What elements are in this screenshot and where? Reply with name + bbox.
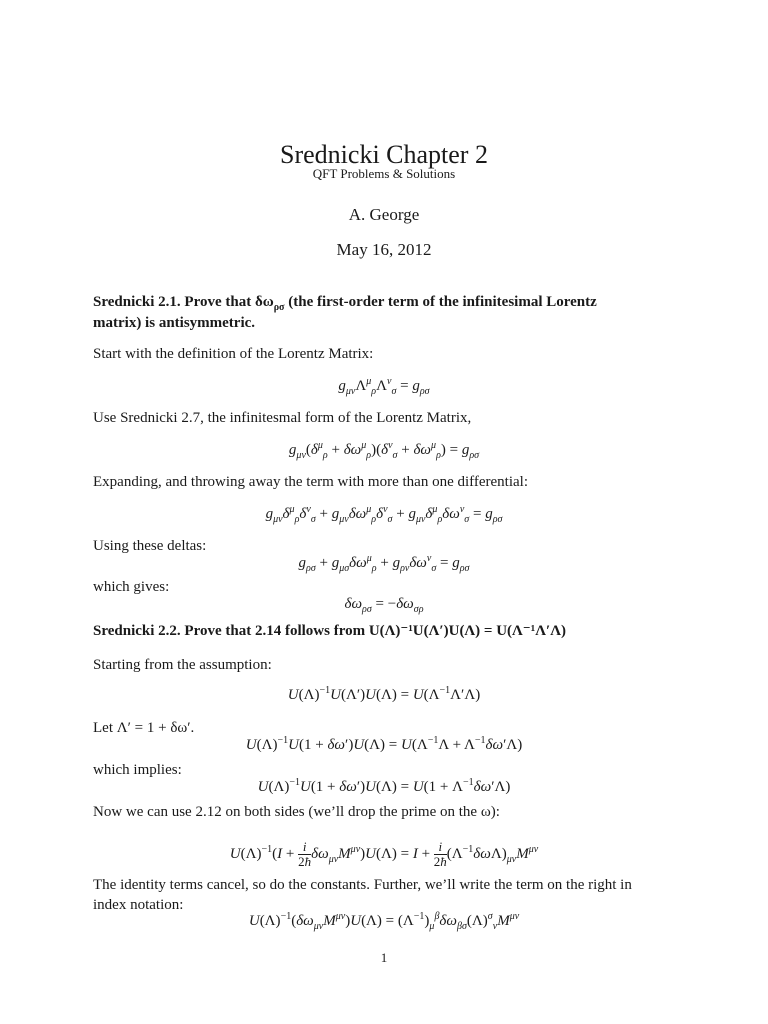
- problem-2-1-heading-line2: matrix) is antisymmetric.: [93, 315, 256, 331]
- p-2-1-5: which gives:: [93, 579, 170, 595]
- p-2-2-3: which implies:: [93, 762, 182, 778]
- page-number: 1: [380, 950, 388, 965]
- p-2-1-3: Expanding, and throwing away the term with more than one differential:: [93, 474, 529, 490]
- p-2-2-4: Now we can use 2.12 on both sides (we’ll drop the prime on the ω):: [93, 804, 500, 820]
- p-2-2-5-line1: The identity terms cancel, so do the constants. Further, we’ll write the term on the right in: [93, 877, 632, 893]
- problem-2-1-heading-sub: ρσ: [273, 302, 285, 313]
- equation-lorentz-definition: $g_{\mu\nu}\Lambda^\mu_\rho\Lambda^\nu_\sigma = g_{\rho\sigma}$: [338, 376, 430, 397]
- equation-antisymmetric: $\delta\omega_{\rho\sigma} = -\delta\omega_{\sigma\rho}$: [344, 596, 424, 615]
- equation-substitution: $U(\Lambda)^{-1}U(1 + \delta\omega')U(\Lambda) = U(\Lambda^{-1}\Lambda + \Lambda^{-1}\delta\omega'\Lambda)$: [245, 735, 523, 753]
- paper-subtitle: QFT Problems & Solutions: [312, 166, 456, 181]
- equation-implies: $U(\Lambda)^{-1}U(1 + \delta\omega')U(\Lambda) = U(1 + \Lambda^{-1}\delta\omega'\Lambda)$: [257, 777, 511, 795]
- p-2-2-1: Starting from the assumption:: [93, 657, 272, 673]
- p-2-1-4: Using these deltas:: [93, 538, 207, 554]
- paper-title: Srednicki Chapter 2: [280, 140, 488, 169]
- equation-infinitesimal: $g_{\mu\nu}(\delta^\mu_\rho + \delta\omega^\mu_\rho)(\delta^\nu_\sigma + \delta\omega^\mu_\rho) = g_{\rho\sigma}$: [288, 440, 480, 461]
- p-2-2-2: Let Λ′ = 1 + δω′.: [93, 720, 195, 736]
- author: A. George: [348, 205, 420, 224]
- problem-2-1-heading-rest: (the first-order term of the infinitesimal Lorentz: [284, 294, 597, 310]
- equation-2-12: $U(\Lambda)^{-1}(I$ + $\frac{i}{2ħ}$ $\delta\omega_{\mu\nu}M^{\mu\nu})U(\Lambda) = I$ + $\frac{i}{2ħ}$ $(\Lambda^{-1}\delta\omega\Lambda)_{\mu\nu}M^{\mu\nu}$: [229, 839, 539, 869]
- equation-assumption: $U(\Lambda)^{-1}U(\Lambda')U(\Lambda) = U(\Lambda^{-1}\Lambda'\Lambda)$: [287, 685, 481, 703]
- equation-index-notation: $U(\Lambda)^{-1}(\delta\omega_{\mu\nu}M^{\mu\nu})U(\Lambda) = (\Lambda^{-1})_\mu^\beta\delta\omega_{\beta\sigma}(\Lambda)^\sigma_\nu M^{\mu\nu}$: [248, 911, 520, 932]
- problem-2-1-heading-text: Srednicki 2.1. Prove that δω: [93, 294, 274, 310]
- p-2-2-5-line2: index notation:: [93, 897, 184, 913]
- date: May 16, 2012: [336, 240, 432, 259]
- problem-2-2-heading: Srednicki 2.2. Prove that 2.14 follows from U(Λ)⁻¹U(Λ′)U(Λ) = U(Λ⁻¹Λ′Λ): [93, 623, 566, 639]
- equation-deltas: $g_{\rho\sigma} + g_{\mu\sigma}\delta\omega^\mu_\rho + g_{\rho\nu}\delta\omega^\nu_\sigma = g_{\rho\sigma}$: [298, 553, 470, 574]
- p-2-1-2: Use Srednicki 2.7, the infinitesmal form of the Lorentz Matrix,: [93, 410, 472, 426]
- equation-expanded: $g_{\mu\nu}\delta^\mu_\rho\delta^\nu_\sigma + g_{\mu\nu}\delta\omega^\mu_\rho\delta^\nu_\sigma + g_{\mu\nu}\delta^\mu_\rho\delta\omega^\nu_\sigma = g_{\rho\sigma}$: [265, 504, 503, 525]
- p-2-1-1: Start with the definition of the Lorentz Matrix:: [93, 346, 374, 362]
- problem-2-1-heading-line1: [93, 292, 597, 313]
